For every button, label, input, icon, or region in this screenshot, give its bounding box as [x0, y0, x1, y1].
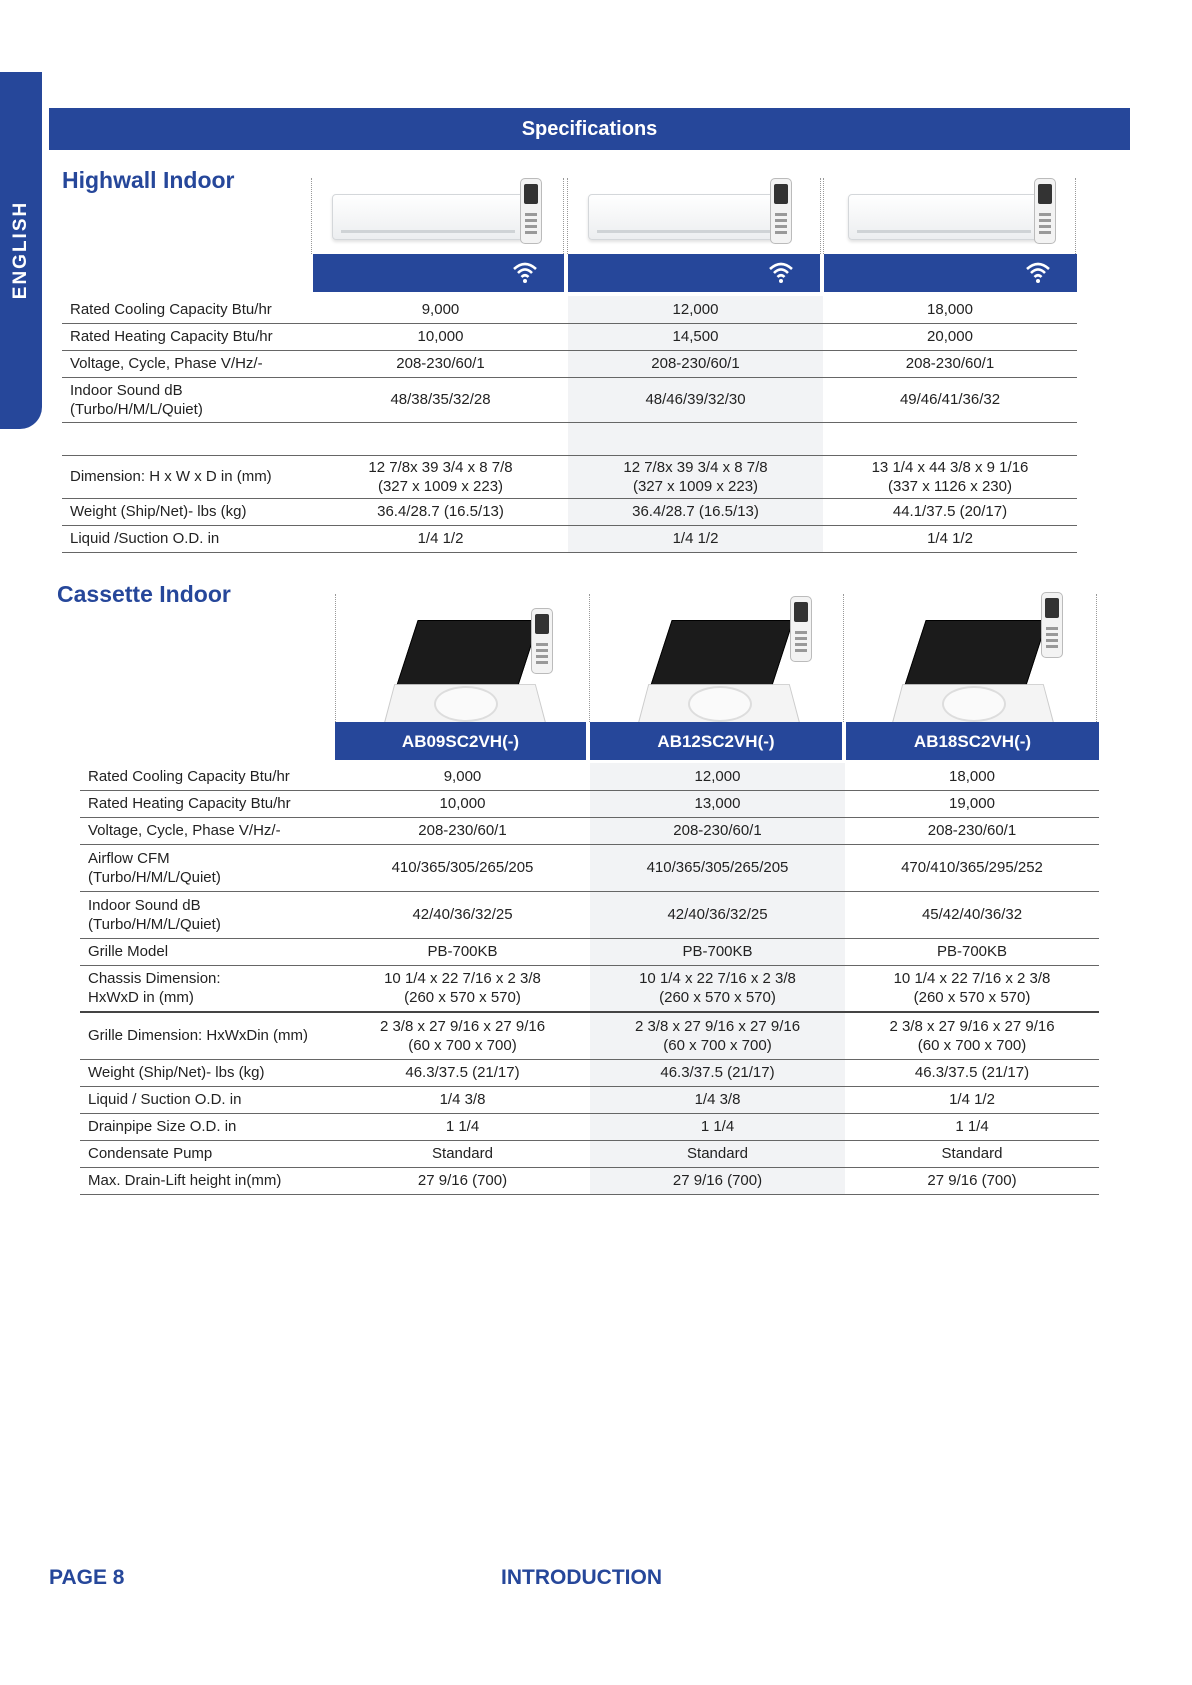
- spec-value: Standard: [845, 1140, 1099, 1167]
- spec-label: Rated Cooling Capacity Btu/hr: [80, 763, 335, 790]
- spec-label: Liquid /Suction O.D. in: [62, 525, 313, 552]
- spec-value: PB-700KB: [845, 938, 1099, 965]
- spec-value: 27 9/16 (700): [845, 1167, 1099, 1194]
- highwall-model-header-3: [824, 254, 1077, 292]
- spec-value: 19,000: [845, 790, 1099, 817]
- spec-label: Indoor Sound dB (Turbo/H/M/L/Quiet): [62, 377, 313, 422]
- table-row: [80, 817, 1099, 844]
- table-row: [62, 455, 1077, 498]
- spec-value: 208-230/60/1: [823, 350, 1077, 377]
- spec-value: 13 1/4 x 44 3/8 x 9 1/16 (337 x 1126 x 230): [823, 455, 1077, 498]
- table-row: [80, 1140, 1099, 1167]
- spec-value: 10 1/4 x 22 7/16 x 2 3/8 (260 x 570 x 570): [845, 965, 1099, 1012]
- highwall-model-header-1: [313, 254, 564, 292]
- spec-value: 46.3/37.5 (21/17): [845, 1059, 1099, 1086]
- spec-value: 46.3/37.5 (21/17): [590, 1059, 845, 1086]
- spec-value: 208-230/60/1: [335, 817, 590, 844]
- language-tab: [0, 72, 42, 429]
- spec-value: 1/4 1/2: [823, 525, 1077, 552]
- spec-value: 1/4 1/2: [845, 1086, 1099, 1113]
- indoor-unit-image: [638, 620, 798, 730]
- spec-value: 1 1/4: [845, 1113, 1099, 1140]
- spec-value: 10,000: [335, 790, 590, 817]
- spec-value: 44.1/37.5 (20/17): [823, 498, 1077, 525]
- spec-value: 208-230/60/1: [590, 817, 845, 844]
- spec-value: 1/4 1/2: [568, 525, 823, 552]
- spec-value: 42/40/36/32/25: [335, 891, 590, 938]
- spec-value: 410/365/305/265/205: [335, 844, 590, 891]
- spec-value: 12 7/8x 39 3/4 x 8 7/8 (327 x 1009 x 223): [313, 455, 568, 498]
- section-name: INTRODUCTION: [501, 1566, 662, 1589]
- spec-value: 1 1/4: [590, 1113, 845, 1140]
- spec-label: Dimension: H x W x D in (mm): [62, 455, 313, 498]
- indoor-unit-image: [588, 194, 780, 240]
- spec-value: [568, 422, 823, 455]
- remote-control-image: [1041, 592, 1063, 658]
- spec-label: Rated Heating Capacity Btu/hr: [80, 790, 335, 817]
- highwall-image-3: [823, 178, 1076, 254]
- spec-value: [313, 422, 568, 455]
- highwall-spec-table: [62, 296, 1077, 553]
- indoor-unit-image: [892, 620, 1052, 730]
- page-number: PAGE 8: [49, 1566, 125, 1589]
- table-row: [80, 1012, 1099, 1059]
- spec-value: 1/4 3/8: [590, 1086, 845, 1113]
- table-row: [80, 763, 1099, 790]
- specifications-header: Specifications: [49, 108, 1130, 150]
- spec-label: [62, 422, 313, 455]
- spec-value: 48/46/39/32/30: [568, 377, 823, 422]
- spec-value: 45/42/40/36/32: [845, 891, 1099, 938]
- table-row: [80, 1086, 1099, 1113]
- spec-label: Grille Model: [80, 938, 335, 965]
- highwall-image-1: [311, 178, 564, 254]
- spec-value: Standard: [590, 1140, 845, 1167]
- spec-value: Standard: [335, 1140, 590, 1167]
- indoor-unit-image: [848, 194, 1040, 240]
- spec-value: PB-700KB: [590, 938, 845, 965]
- spec-value: 208-230/60/1: [568, 350, 823, 377]
- spec-value: 10 1/4 x 22 7/16 x 2 3/8 (260 x 570 x 570): [590, 965, 845, 1012]
- spec-value: 48/38/35/32/28: [313, 377, 568, 422]
- spec-value: 12 7/8x 39 3/4 x 8 7/8 (327 x 1009 x 223): [568, 455, 823, 498]
- spec-value: 12,000: [590, 763, 845, 790]
- spec-value: 18,000: [823, 296, 1077, 323]
- spec-value: 20,000: [823, 323, 1077, 350]
- spec-value: 2 3/8 x 27 9/16 x 27 9/16 (60 x 700 x 700): [590, 1012, 845, 1059]
- spec-value: 9,000: [335, 763, 590, 790]
- cassette-model-header-3: AB18SC2VH(-): [846, 722, 1099, 760]
- spec-label: Weight (Ship/Net)- lbs (kg): [62, 498, 313, 525]
- table-row: [80, 938, 1099, 965]
- spec-value: 13,000: [590, 790, 845, 817]
- remote-control-image: [1034, 178, 1056, 244]
- indoor-unit-image: [384, 620, 544, 730]
- spec-label: Voltage, Cycle, Phase V/Hz/-: [80, 817, 335, 844]
- spec-value: 49/46/41/36/32: [823, 377, 1077, 422]
- highwall-model-header-2: [568, 254, 820, 292]
- spec-value: 1/4 1/2: [313, 525, 568, 552]
- remote-control-image: [531, 608, 553, 674]
- table-row: [62, 422, 1077, 455]
- spec-label: Chassis Dimension: HxWxD in (mm): [80, 965, 335, 1012]
- spec-label: Liquid / Suction O.D. in: [80, 1086, 335, 1113]
- table-row: [62, 377, 1077, 422]
- remote-control-image: [520, 178, 542, 244]
- spec-label: Max. Drain-Lift height in(mm): [80, 1167, 335, 1194]
- highwall-title: Highwall Indoor: [62, 167, 235, 193]
- spec-label: Voltage, Cycle, Phase V/Hz/-: [62, 350, 313, 377]
- wifi-icon: [512, 260, 538, 284]
- spec-value: 470/410/365/295/252: [845, 844, 1099, 891]
- spec-value: 1 1/4: [335, 1113, 590, 1140]
- spec-value: 2 3/8 x 27 9/16 x 27 9/16 (60 x 700 x 700): [335, 1012, 590, 1059]
- table-row: [80, 965, 1099, 1012]
- spec-value: 2 3/8 x 27 9/16 x 27 9/16 (60 x 700 x 700): [845, 1012, 1099, 1059]
- spec-label: Condensate Pump: [80, 1140, 335, 1167]
- wifi-icon: [768, 260, 794, 284]
- table-row: [62, 525, 1077, 552]
- spec-label: Drainpipe Size O.D. in: [80, 1113, 335, 1140]
- spec-value: 9,000: [313, 296, 568, 323]
- cassette-image-1: [335, 594, 590, 722]
- spec-value: PB-700KB: [335, 938, 590, 965]
- spec-label: Grille Dimension: HxWxDin (mm): [80, 1012, 335, 1059]
- spec-value: [823, 422, 1077, 455]
- table-row: [62, 350, 1077, 377]
- spec-value: 27 9/16 (700): [590, 1167, 845, 1194]
- spec-value: 46.3/37.5 (21/17): [335, 1059, 590, 1086]
- spec-value: 1/4 3/8: [335, 1086, 590, 1113]
- spec-value: 36.4/28.7 (16.5/13): [313, 498, 568, 525]
- spec-label: Weight (Ship/Net)- lbs (kg): [80, 1059, 335, 1086]
- cassette-spec-table: [80, 763, 1099, 1195]
- spec-label: Rated Cooling Capacity Btu/hr: [62, 296, 313, 323]
- spec-value: 42/40/36/32/25: [590, 891, 845, 938]
- table-row: [80, 1167, 1099, 1194]
- spec-value: 410/365/305/265/205: [590, 844, 845, 891]
- cassette-image-2: [589, 594, 844, 722]
- spec-value: 36.4/28.7 (16.5/13): [568, 498, 823, 525]
- spec-label: Airflow CFM (Turbo/H/M/L/Quiet): [80, 844, 335, 891]
- spec-label: Indoor Sound dB (Turbo/H/M/L/Quiet): [80, 891, 335, 938]
- indoor-unit-image: [332, 194, 524, 240]
- spec-value: 208-230/60/1: [313, 350, 568, 377]
- cassette-title: Cassette Indoor: [57, 581, 231, 607]
- spec-value: 10,000: [313, 323, 568, 350]
- cassette-model-header-1: AB09SC2VH(-): [335, 722, 586, 760]
- wifi-icon: [1025, 260, 1051, 284]
- cassette-model-header-2: AB12SC2VH(-): [590, 722, 842, 760]
- cassette-image-3: [843, 594, 1097, 722]
- spec-value: 12,000: [568, 296, 823, 323]
- spec-value: 27 9/16 (700): [335, 1167, 590, 1194]
- spec-value: 18,000: [845, 763, 1099, 790]
- spec-value: 10 1/4 x 22 7/16 x 2 3/8 (260 x 570 x 570): [335, 965, 590, 1012]
- highwall-image-2: [567, 178, 821, 254]
- table-row: [62, 323, 1077, 350]
- table-row: [80, 891, 1099, 938]
- language-tab-label: ENGLISH: [10, 200, 31, 300]
- table-row: [80, 1059, 1099, 1086]
- remote-control-image: [770, 178, 792, 244]
- spec-label: Rated Heating Capacity Btu/hr: [62, 323, 313, 350]
- spec-value: 208-230/60/1: [845, 817, 1099, 844]
- remote-control-image: [790, 596, 812, 662]
- table-row: [80, 1113, 1099, 1140]
- table-row: [62, 296, 1077, 323]
- table-row: [80, 790, 1099, 817]
- table-row: [62, 498, 1077, 525]
- table-row: [80, 844, 1099, 891]
- spec-value: 14,500: [568, 323, 823, 350]
